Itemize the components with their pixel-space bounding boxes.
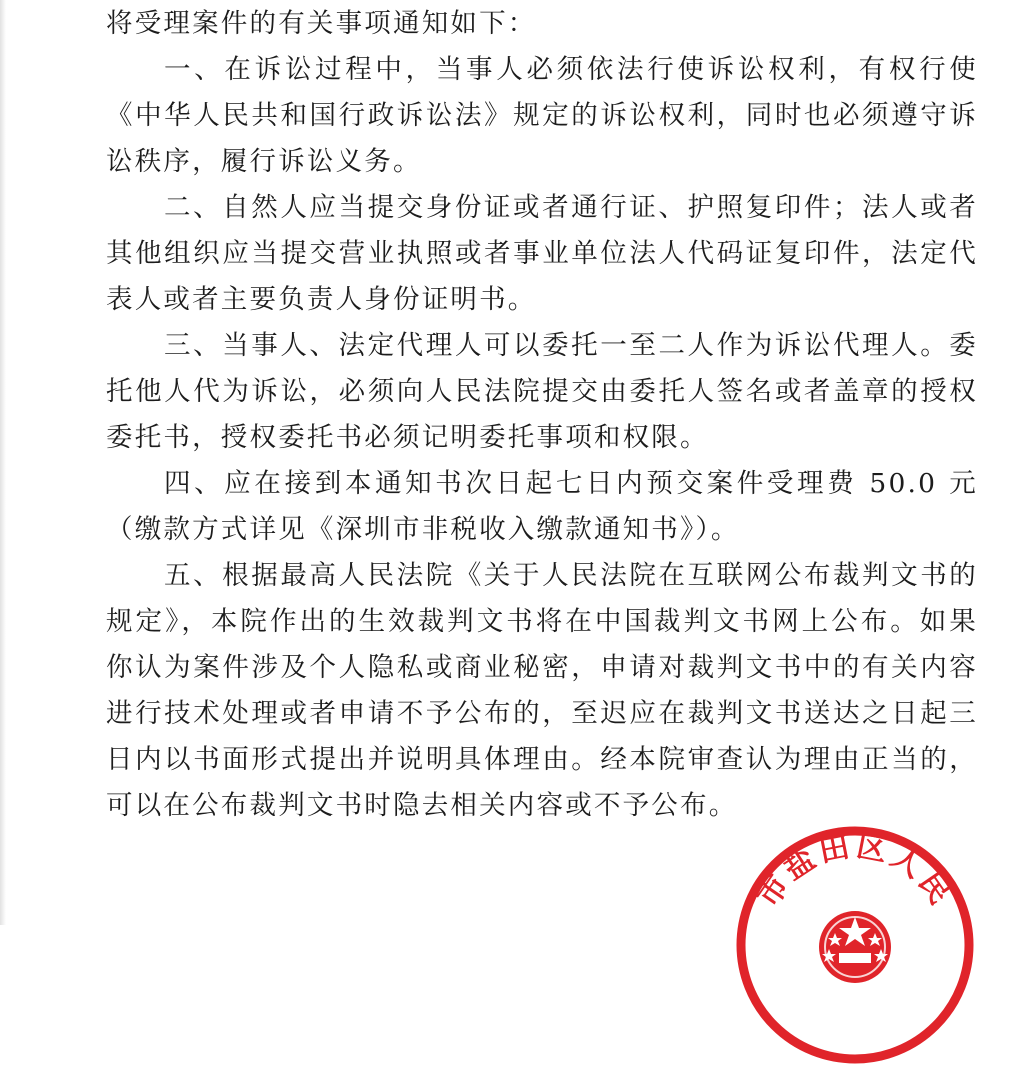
page-edge (0, 0, 6, 925)
notice-item-2: 二、自然人应当提交身份证或者通行证、护照复印件；法人或者其他组织应当提交营业执照或者事业单位法人代码证复印件，法定代表人或者主要负责人身份证明书。 (106, 192, 978, 315)
court-seal (735, 825, 975, 1065)
notice-item-5: 五、根据最高人民法院《关于人民法院在互联网公布裁判文书的规定》，本院作出的生效裁判文书将在中国裁判文书网上公布。如果你认为案件涉及个人隐私或商业秘密，申请对裁判文书中的有关内容进行技术处理或者申请不予公布的，至迟应在裁判文书送达之日起三日内以书面形式提出并说明具体理由。经本院审查认为理由正当的，可以在公布裁判文书时隐去相关内容或不予公布。 (106, 560, 978, 821)
notice-body (106, 0, 978, 829)
seal-text: 市盐田区人民 (750, 828, 960, 914)
notice-item-3: 三、当事人、法定代理人可以委托一至二人作为诉讼代理人。委托他人代为诉讼，必须向人民法院提交由委托人签名或者盖章的授权委托书，授权委托书必须记明委托事项和权限。 (106, 330, 978, 453)
notice-item-1: 一、在诉讼过程中，当事人必须依法行使诉讼权利，有权行使《中华人民共和国行政诉讼法》规定的诉讼权利，同时也必须遵守诉讼秩序，履行诉讼义务。 (106, 54, 978, 177)
notice-lead: 将受理案件的有关事项通知如下： (106, 8, 537, 39)
national-emblem-icon (819, 911, 891, 983)
notice-item-4: 四、应在接到本通知书次日起七日内预交案件受理费 50.0 元（缴款方式详见《深圳市非税收入缴款通知书》）。 (106, 468, 978, 545)
